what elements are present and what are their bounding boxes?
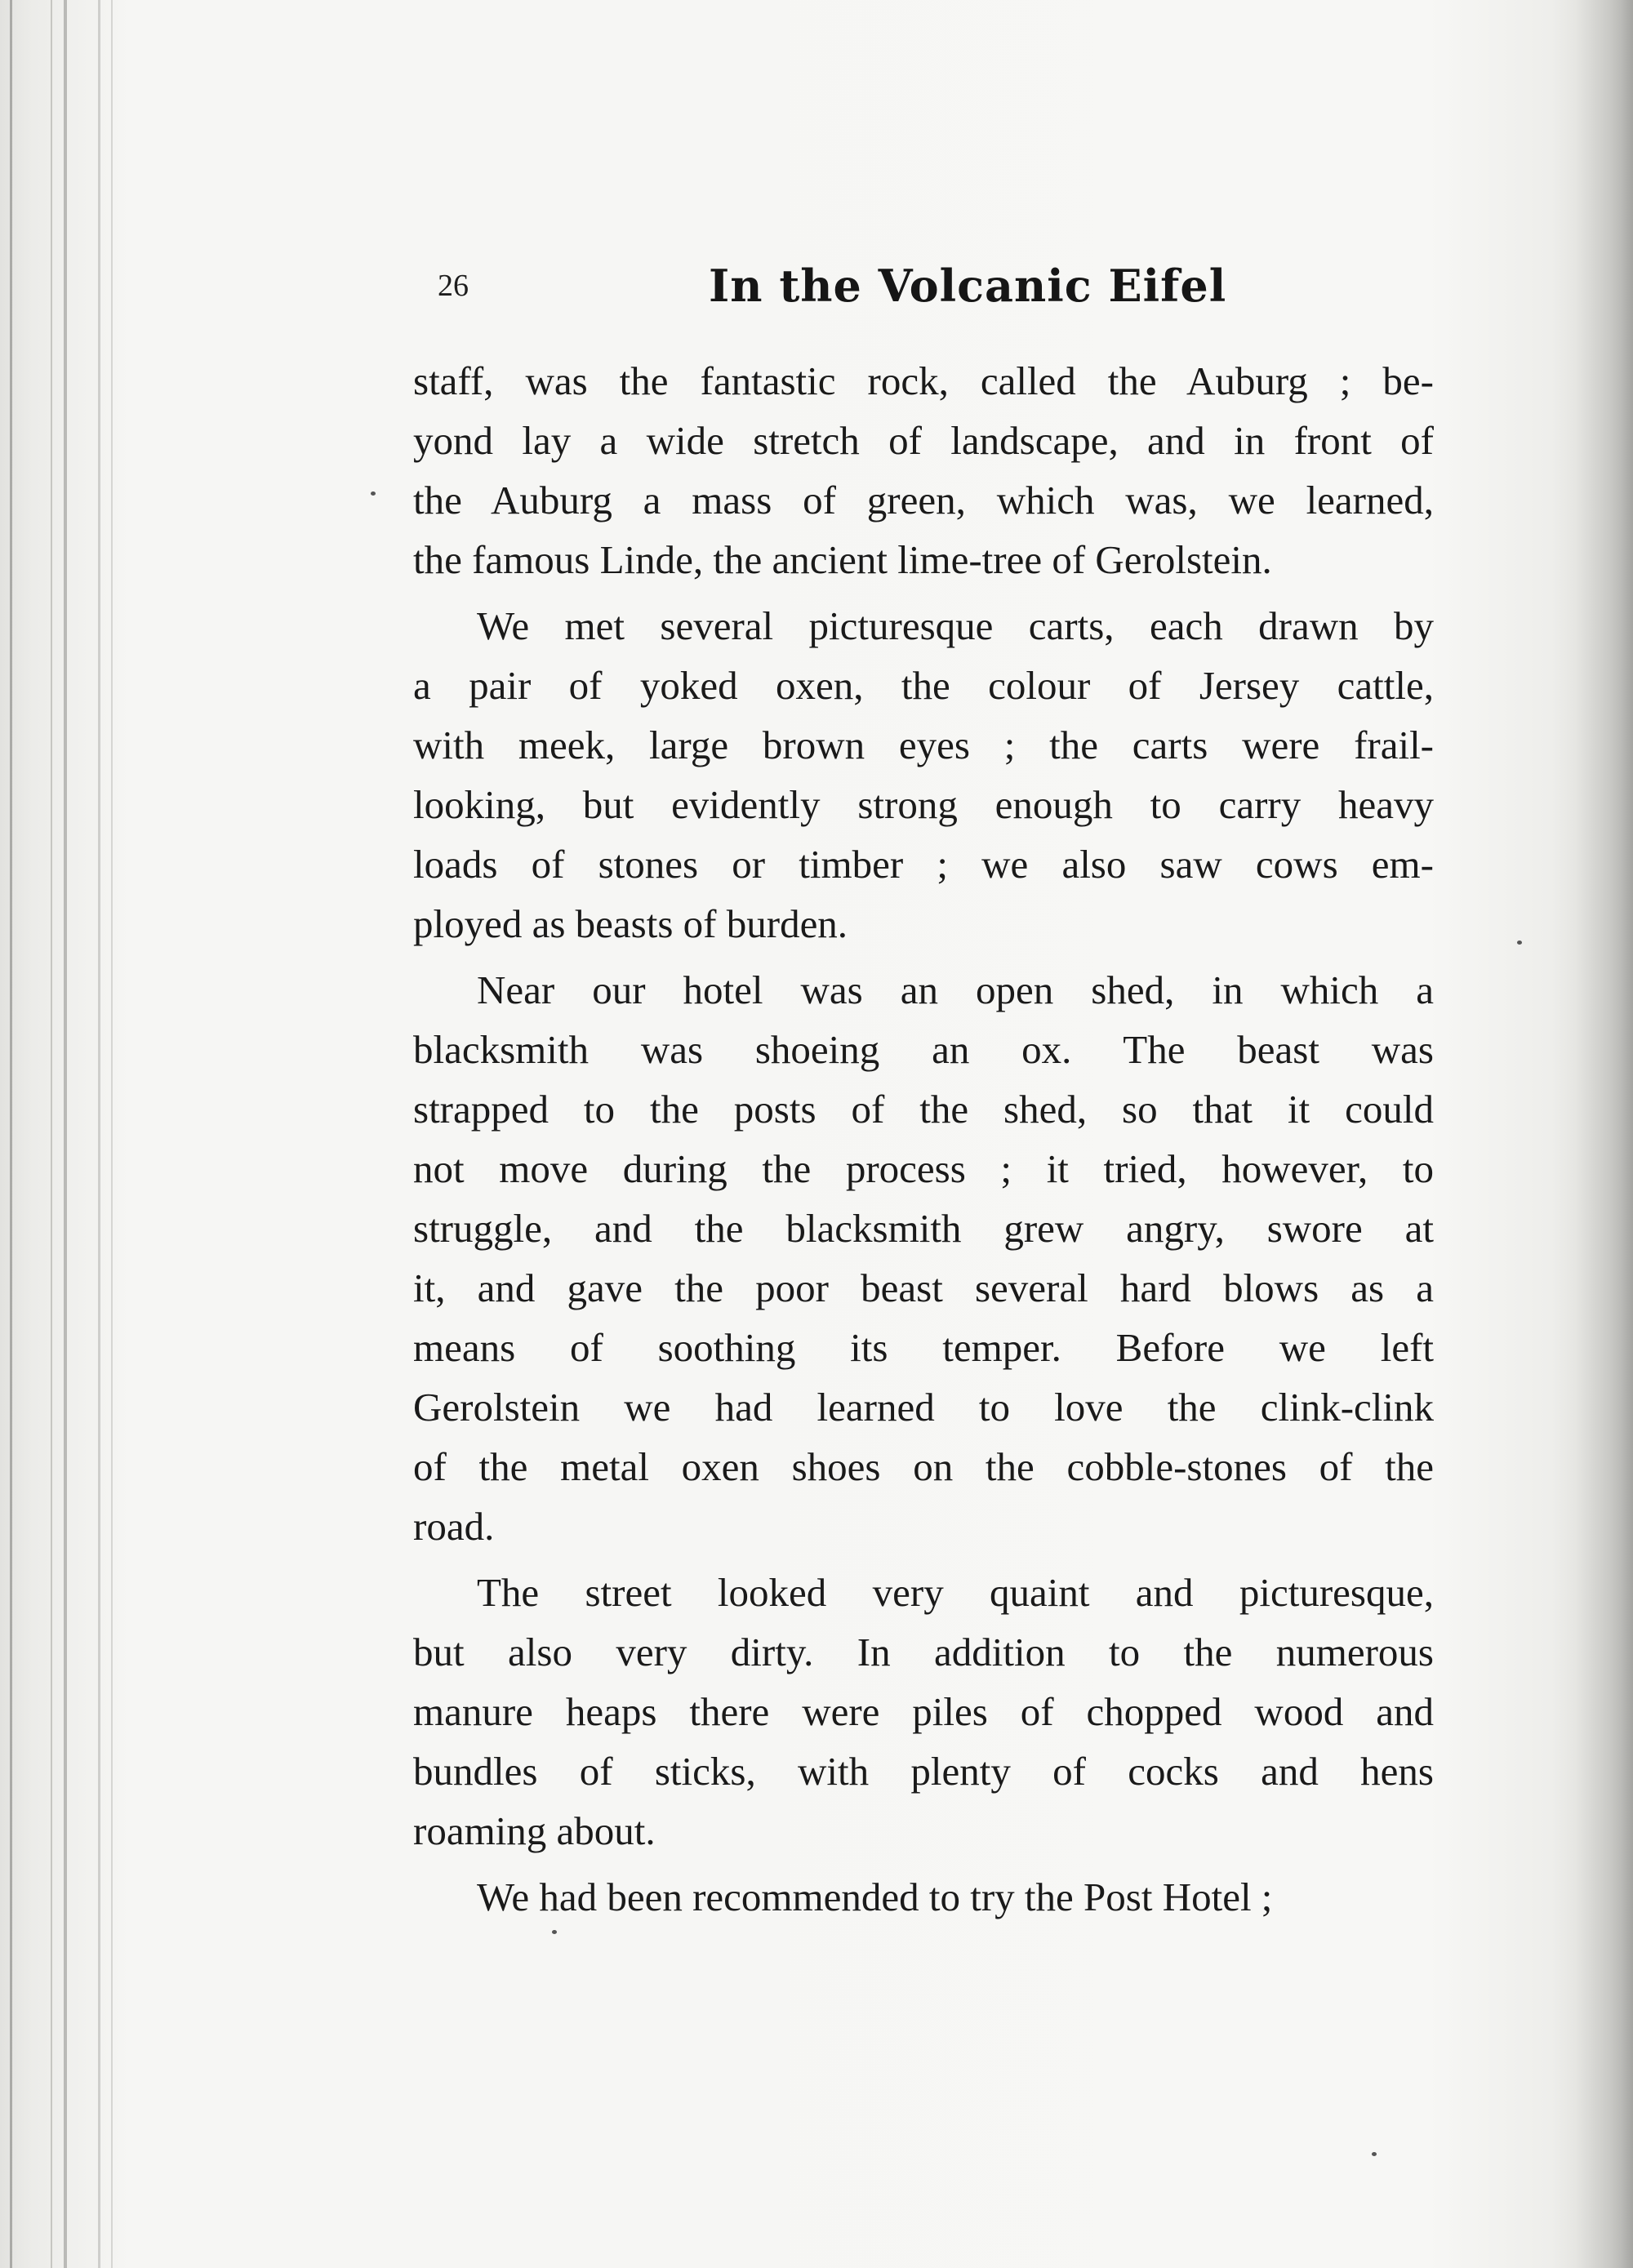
text-line: strapped to the posts of the shed, so that it could [413, 1087, 1434, 1132]
text-line: not move during the process ; it tried, however, to [413, 1146, 1434, 1191]
text-line: a pair of yoked oxen, the colour of Jersey cattle, [413, 663, 1434, 708]
text-line: We met several picturesque carts, each drawn by [477, 603, 1434, 648]
text-line: blacksmith was shoeing an ox. The beast was [413, 1027, 1434, 1072]
paragraph-gap [413, 954, 1434, 960]
binding-edge-line-3 [64, 0, 67, 2268]
text-line: with meek, large brown eyes ; the carts were frail- [413, 723, 1434, 767]
text-line: staff, was the fantastic rock, called the Auburg ; be- [413, 358, 1434, 403]
paragraph-gap [413, 1861, 1434, 1867]
text-line: Near our hotel was an open shed, in which a [477, 967, 1434, 1012]
text-line: the Auburg a mass of green, which was, we learned, [413, 478, 1434, 523]
text-line: Gerolstein we had learned to love the clink-clink [413, 1385, 1434, 1430]
page-edge-shadow [1576, 0, 1633, 2268]
body-text [413, 351, 1434, 1927]
running-head: In the Volcanic Eifel [709, 260, 1227, 312]
ink-speck [552, 1930, 557, 1934]
text-line: of the metal oxen shoes on the cobble-stones of the [413, 1444, 1434, 1489]
text-line: bundles of sticks, with plenty of cocks and hens [413, 1749, 1434, 1794]
text-line: The street looked very quaint and picturesque, [477, 1570, 1434, 1615]
text-line: means of soothing its temper. Before we left [413, 1325, 1434, 1370]
paragraph-gap [413, 589, 1434, 596]
text-line: struggle, and the blacksmith grew angry, swore at [413, 1206, 1434, 1251]
text-line: manure heaps there were piles of chopped wood and [413, 1689, 1434, 1734]
text-line: the famous Linde, the ancient lime-tree of Gerolstein. [413, 537, 1272, 582]
text-line: looking, but evidently strong enough to carry heavy [413, 782, 1434, 827]
text-line: We had been recommended to try the Post Hotel ; [477, 1874, 1273, 1919]
paragraph-gap [413, 1556, 1434, 1563]
text-line: ployed as beasts of burden. [413, 901, 848, 946]
text-line: it, and gave the poor beast several hard blows as a [413, 1265, 1434, 1310]
binding-edge-line-4 [98, 0, 100, 2268]
binding-edge-line-1 [10, 0, 12, 2268]
ink-speck [1372, 2152, 1377, 2156]
text-line: yond lay a wide stretch of landscape, and in front of [413, 418, 1434, 463]
page-number: 26 [438, 269, 469, 303]
text-line: roaming about. [413, 1808, 656, 1853]
binding-edge-line-2 [51, 0, 52, 2268]
text-line: road. [413, 1504, 495, 1549]
binding-edge-line-5 [111, 0, 113, 2268]
ink-speck [1517, 941, 1522, 945]
text-line: loads of stones or timber ; we also saw cows em- [413, 842, 1434, 887]
ink-speck [371, 491, 376, 496]
text-line: but also very dirty. In addition to the numerous [413, 1630, 1434, 1674]
